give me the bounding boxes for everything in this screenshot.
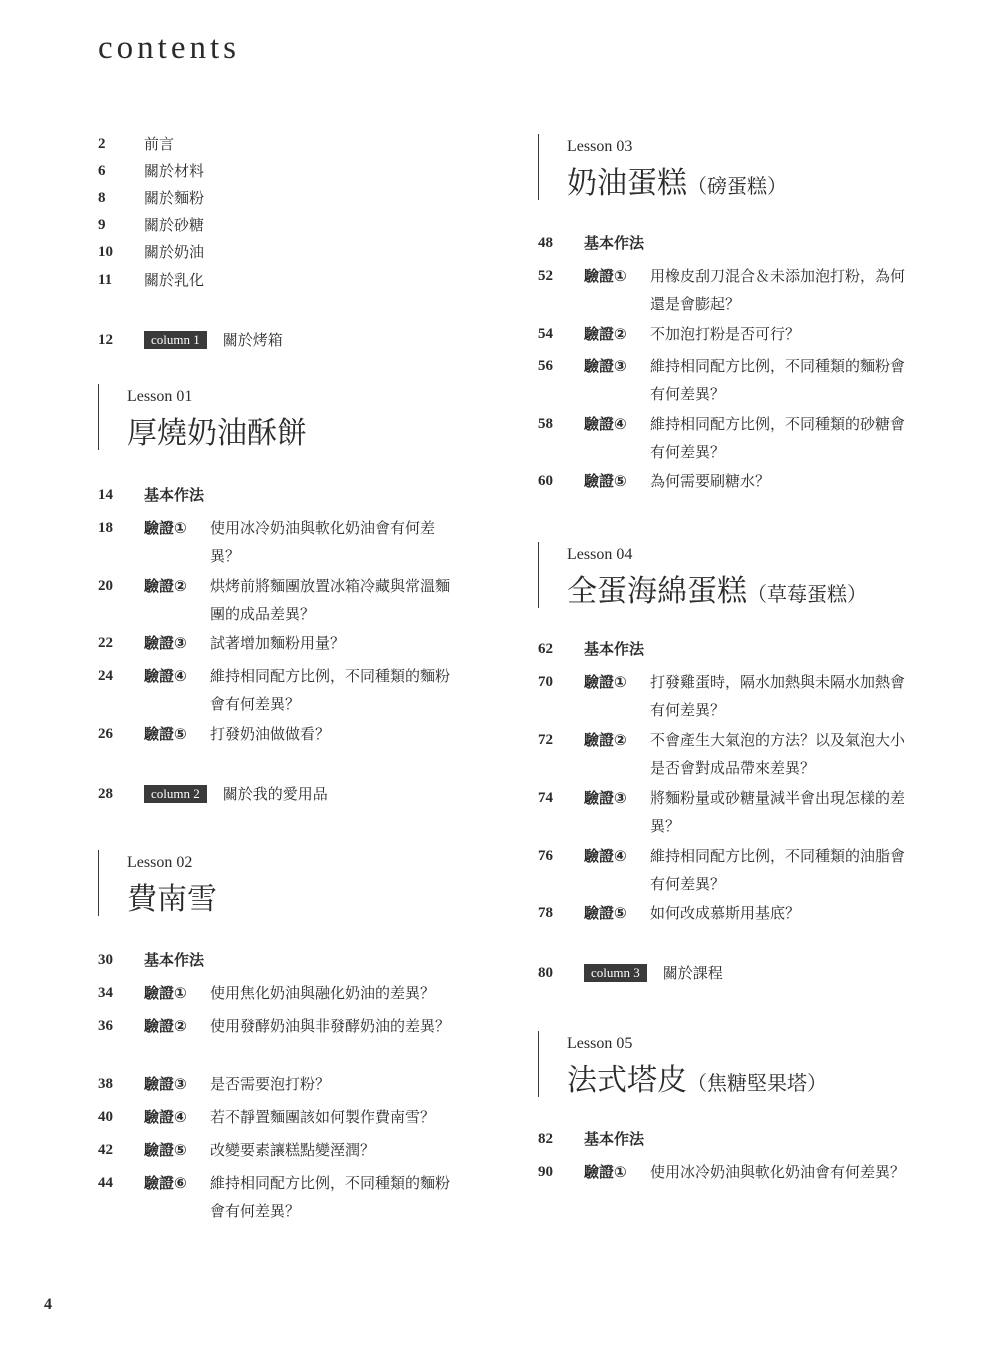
entry-label: 驗證⑥ — [144, 1174, 187, 1192]
toc-entry[interactable] — [538, 784, 905, 840]
entry-title: 為何需要刷糖水？ — [650, 472, 771, 490]
lesson-title — [567, 1061, 827, 1103]
page-number: 4 — [44, 1296, 52, 1313]
page-ref: 82 — [538, 1131, 553, 1147]
lesson-title: 費南雪 — [127, 882, 217, 917]
page-ref: 56 — [538, 358, 553, 374]
column-badge: column 1 — [144, 331, 207, 349]
toc-column-entry[interactable] — [538, 959, 723, 987]
lesson-title: 厚燒奶油酥餅 — [127, 416, 307, 451]
lesson-label: Lesson 03 — [567, 138, 633, 155]
toc-entry[interactable] — [538, 842, 905, 898]
entry-title: 維持相同配方比例，不同種類的砂糖會有何差異？ — [650, 415, 906, 461]
entry-label: 驗證① — [584, 267, 627, 285]
entry-label: 基本作法 — [584, 640, 645, 658]
page-ref: 78 — [538, 905, 553, 921]
toc-entry[interactable] — [98, 1136, 460, 1164]
entry-title: 使用焦化奶油與融化奶油的差異？ — [210, 984, 436, 1002]
page-ref: 52 — [538, 268, 553, 284]
entry-label: 驗證② — [584, 325, 627, 343]
toc-column-entry[interactable] — [98, 780, 328, 808]
lesson-subtitle: （磅蛋糕） — [687, 174, 787, 198]
toc-entry[interactable] — [98, 157, 204, 185]
toc-entry[interactable] — [98, 238, 204, 266]
entry-title: 打發奶油做做看？ — [210, 725, 331, 743]
toc-entry[interactable] — [98, 130, 174, 158]
toc-entry[interactable] — [98, 946, 210, 974]
toc-entry[interactable] — [98, 266, 204, 294]
entry-title: 前言 — [144, 135, 175, 153]
toc-entry[interactable] — [538, 229, 650, 257]
entry-title: 改變要素讓糕點變溼潤？ — [210, 1141, 376, 1159]
entry-label: 驗證⑤ — [144, 1141, 187, 1159]
entry-label: 驗證② — [584, 731, 627, 749]
entry-title: 關於我的愛用品 — [222, 785, 328, 803]
entry-label: 驗證④ — [584, 847, 627, 865]
entry-title: 維持相同配方比例，不同種類的油脂會有何差異？ — [650, 847, 906, 893]
entry-label: 驗證③ — [144, 1075, 187, 1093]
lesson-title — [567, 572, 867, 614]
lesson-title — [567, 164, 787, 206]
lesson-label: Lesson 02 — [127, 854, 193, 871]
entry-title: 若不靜置麵團該如何製作費南雪？ — [210, 1108, 436, 1126]
toc-entry[interactable] — [538, 352, 905, 408]
entry-title: 使用發酵奶油與非發酵奶油的差異？ — [210, 1017, 451, 1035]
page-ref: 2 — [98, 136, 106, 152]
page-ref: 58 — [538, 416, 553, 432]
page-ref: 90 — [538, 1164, 553, 1180]
toc-entry[interactable] — [98, 629, 460, 657]
page-ref: 60 — [538, 473, 553, 489]
page-title: contents — [98, 30, 240, 66]
entry-label: 驗證② — [144, 1017, 187, 1035]
toc-entry[interactable] — [538, 410, 905, 466]
page-ref: 36 — [98, 1018, 113, 1034]
entry-label: 基本作法 — [584, 234, 645, 252]
entry-title: 關於烤箱 — [222, 331, 283, 349]
entry-title: 用橡皮刮刀混合＆未添加泡打粉，為何還是會膨起？ — [650, 267, 906, 313]
lesson-heading — [538, 1031, 827, 1097]
toc-entry[interactable] — [538, 635, 650, 663]
lesson-heading — [538, 134, 787, 200]
entry-title: 關於材料 — [144, 162, 205, 180]
lesson-heading — [98, 384, 307, 450]
lesson-label: Lesson 05 — [567, 1035, 633, 1052]
entry-title: 使用冰冷奶油與軟化奶油會有何差異？ — [650, 1163, 906, 1181]
entry-title: 不會產生大氣泡的方法？以及氣泡大小是否會對成品帶來差異？ — [650, 731, 906, 777]
entry-title: 關於乳化 — [144, 271, 205, 289]
column-badge: column 2 — [144, 785, 207, 803]
page-ref: 44 — [98, 1175, 113, 1191]
toc-entry[interactable] — [98, 211, 204, 239]
page-ref: 38 — [98, 1076, 113, 1092]
page-ref: 42 — [98, 1142, 113, 1158]
lesson-heading — [98, 850, 217, 916]
page-ref: 62 — [538, 641, 553, 657]
lesson-subtitle: （焦糖堅果塔） — [687, 1071, 827, 1095]
entry-title: 如何改成慕斯用基底？ — [650, 904, 801, 922]
page-ref: 14 — [98, 487, 113, 503]
page-ref: 30 — [98, 952, 113, 968]
entry-title: 烘烤前將麵團放置冰箱冷藏與常溫麵團的成品差異？ — [210, 577, 451, 623]
entry-title: 維持相同配方比例，不同種類的麵粉會有何差異？ — [210, 667, 451, 713]
page-ref: 22 — [98, 635, 113, 651]
entry-title: 試著增加麵粉用量？ — [210, 634, 346, 652]
toc-entry[interactable] — [538, 1125, 650, 1153]
entry-title: 關於麵粉 — [144, 189, 205, 207]
toc-entry[interactable] — [538, 726, 905, 782]
page-ref: 8 — [98, 190, 106, 206]
lesson-label: Lesson 01 — [127, 388, 193, 405]
entry-title: 使用冰冷奶油與軟化奶油會有何差異？ — [210, 519, 436, 565]
toc-entry[interactable] — [98, 662, 460, 718]
entry-label: 基本作法 — [144, 951, 205, 969]
entry-title: 將麵粉量或砂糖量減半會出現怎樣的差異？ — [650, 789, 906, 835]
page-ref: 76 — [538, 848, 553, 864]
entry-label: 驗證③ — [144, 634, 187, 652]
toc-column-entry[interactable] — [98, 326, 283, 354]
page-ref: 48 — [538, 235, 553, 251]
toc-entry[interactable] — [98, 1012, 460, 1040]
toc-entry[interactable] — [538, 320, 905, 348]
page-ref: 10 — [98, 244, 113, 260]
toc-entry[interactable] — [538, 899, 905, 927]
entry-title: 關於奶油 — [144, 243, 205, 261]
entry-title: 維持相同配方比例，不同種類的麵粉會有何差異？ — [650, 357, 906, 403]
page-ref: 18 — [98, 520, 113, 536]
entry-label: 驗證③ — [584, 789, 627, 807]
entry-title: 打發雞蛋時，隔水加熱與未隔水加熱會有何差異？ — [650, 673, 906, 719]
entry-title: 是否需要泡打粉？ — [210, 1075, 331, 1093]
entry-label: 驗證⑤ — [584, 904, 627, 922]
entry-label: 驗證① — [584, 673, 627, 691]
page-ref: 6 — [98, 163, 106, 179]
entry-title: 不加泡打粉是否可行？ — [650, 325, 801, 343]
lesson-label: Lesson 04 — [567, 546, 633, 563]
column-badge: column 3 — [584, 964, 647, 982]
toc-entry[interactable] — [98, 572, 460, 628]
page-ref: 12 — [98, 332, 113, 348]
page-ref: 72 — [538, 732, 553, 748]
page-ref: 26 — [98, 726, 113, 742]
entry-label: 驗證⑤ — [144, 725, 187, 743]
toc-entry[interactable] — [98, 1070, 460, 1098]
entry-title: 維持相同配方比例，不同種類的麵粉會有何差異？ — [210, 1174, 451, 1220]
entry-label: 驗證③ — [584, 357, 627, 375]
lesson-title-main: 全蛋海綿蛋糕 — [567, 574, 747, 609]
entry-label: 驗證① — [584, 1163, 627, 1181]
lesson-title-main: 法式塔皮 — [567, 1063, 687, 1098]
entry-label: 驗證⑤ — [584, 472, 627, 490]
toc-entry[interactable] — [98, 481, 210, 509]
page-ref: 9 — [98, 217, 106, 233]
entry-label: 基本作法 — [144, 486, 205, 504]
entry-label: 驗證② — [144, 577, 187, 595]
toc-entry[interactable] — [98, 979, 460, 1007]
toc-entry[interactable] — [538, 262, 905, 318]
toc-entry[interactable] — [98, 1103, 460, 1131]
toc-entry[interactable] — [98, 720, 460, 748]
entry-label: 驗證④ — [144, 1108, 187, 1126]
entry-label: 驗證① — [144, 519, 187, 537]
entry-label: 驗證④ — [144, 667, 187, 685]
page-ref: 70 — [538, 674, 553, 690]
page-ref: 24 — [98, 668, 113, 684]
lesson-subtitle: （草莓蛋糕） — [747, 582, 867, 606]
page-ref: 28 — [98, 786, 113, 802]
entry-label: 驗證④ — [584, 415, 627, 433]
page-ref: 54 — [538, 326, 553, 342]
page-ref: 11 — [98, 272, 113, 288]
lesson-title-main: 奶油蛋糕 — [567, 166, 687, 201]
toc-entry[interactable] — [98, 1169, 460, 1225]
toc-entry[interactable] — [98, 184, 204, 212]
toc-entry[interactable] — [98, 514, 460, 570]
page-ref: 34 — [98, 985, 113, 1001]
toc-entry[interactable] — [538, 1158, 905, 1186]
entry-label: 驗證① — [144, 984, 187, 1002]
page-ref: 74 — [538, 790, 553, 806]
page-ref: 80 — [538, 965, 553, 981]
page-ref: 20 — [98, 578, 113, 594]
lesson-heading — [538, 542, 867, 608]
entry-title: 關於砂糖 — [144, 216, 205, 234]
toc-entry[interactable] — [538, 467, 905, 495]
entry-label: 基本作法 — [584, 1130, 645, 1148]
toc-entry[interactable] — [538, 668, 905, 724]
page-ref: 40 — [98, 1109, 113, 1125]
entry-title: 關於課程 — [662, 964, 723, 982]
